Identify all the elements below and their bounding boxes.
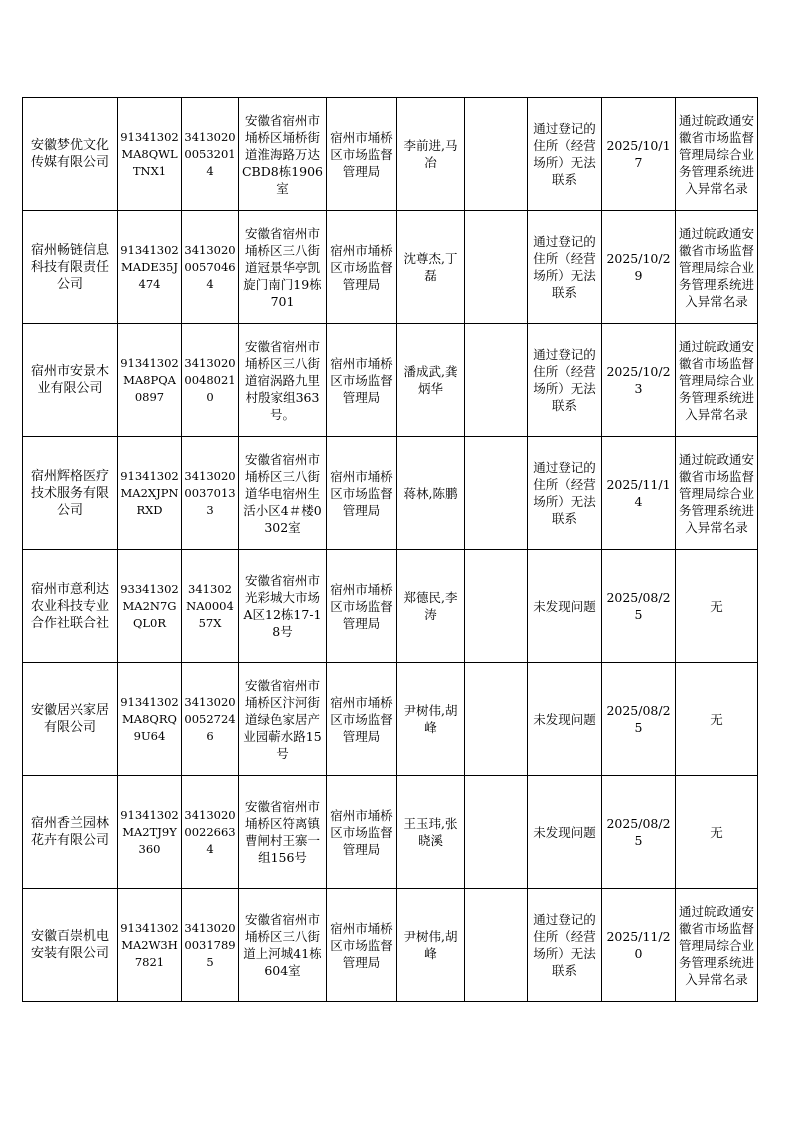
- table-row: [23, 211, 758, 324]
- persons-cell: 李前进,马冶: [397, 98, 465, 211]
- table-row: [23, 663, 758, 776]
- inspection-result-cell: 未发现问题: [528, 663, 602, 776]
- registration-number-cell: 341302NA000457X: [182, 550, 239, 663]
- address-cell: 安徽省宿州市埇桥区三八街道冠景华亭凯旋门南门19栋701: [239, 211, 327, 324]
- blank-cell: [465, 98, 528, 211]
- table-row: [23, 550, 758, 663]
- measure-cell: 无: [676, 776, 758, 889]
- inspection-result-cell: 未发现问题: [528, 550, 602, 663]
- company-name-cell: 宿州市安景木业有限公司: [23, 324, 118, 437]
- address-cell: 安徽省宿州市光彩城大市场A区12栋17-18号: [239, 550, 327, 663]
- persons-cell: 郑德民,李涛: [397, 550, 465, 663]
- authority-cell: 宿州市埇桥区市场监督管理局: [327, 663, 397, 776]
- blank-cell: [465, 663, 528, 776]
- address-cell: 安徽省宿州市埇桥区符离镇曹闸村王寨一组156号: [239, 776, 327, 889]
- registration-number-cell: 341302000532014: [182, 98, 239, 211]
- authority-cell: 宿州市埇桥区市场监督管理局: [327, 550, 397, 663]
- table-row: [23, 776, 758, 889]
- authority-cell: 宿州市埇桥区市场监督管理局: [327, 211, 397, 324]
- credit-code-cell: 91341302MA8QWLTNX1: [118, 98, 182, 211]
- table-row: [23, 889, 758, 1002]
- address-cell: 安徽省宿州市埇桥区汴河街道绿色家居产业园蕲水路15号: [239, 663, 327, 776]
- company-name-cell: 宿州畅链信息科技有限责任公司: [23, 211, 118, 324]
- measure-cell: 通过皖政通安徽省市场监督管理局综合业务管理系统进入异常名录: [676, 889, 758, 1002]
- persons-cell: 尹树伟,胡峰: [397, 663, 465, 776]
- persons-cell: 蒋林,陈鹏: [397, 437, 465, 550]
- table-row: [23, 324, 758, 437]
- inspection-result-cell: 通过登记的住所（经营场所）无法联系: [528, 889, 602, 1002]
- date-cell: 2025/10/23: [602, 324, 676, 437]
- authority-cell: 宿州市埇桥区市场监督管理局: [327, 776, 397, 889]
- blank-cell: [465, 437, 528, 550]
- authority-cell: 宿州市埇桥区市场监督管理局: [327, 324, 397, 437]
- address-cell: 安徽省宿州市埇桥区三八街道上河城41栋604室: [239, 889, 327, 1002]
- address-cell: 安徽省宿州市埇桥区三八街道宿涡路九里村殷家组363号。: [239, 324, 327, 437]
- authority-cell: 宿州市埇桥区市场监督管理局: [327, 98, 397, 211]
- measure-cell: 无: [676, 550, 758, 663]
- persons-cell: 沈尊杰,丁磊: [397, 211, 465, 324]
- inspection-result-cell: 通过登记的住所（经营场所）无法联系: [528, 324, 602, 437]
- blank-cell: [465, 550, 528, 663]
- company-name-cell: 宿州市意利达农业科技专业合作社联合社: [23, 550, 118, 663]
- credit-code-cell: 91341302MA8PQA0897: [118, 324, 182, 437]
- company-name-cell: 宿州香兰园林花卉有限公司: [23, 776, 118, 889]
- measure-cell: 无: [676, 663, 758, 776]
- date-cell: 2025/08/25: [602, 663, 676, 776]
- persons-cell: 潘成武,龚炳华: [397, 324, 465, 437]
- measure-cell: 通过皖政通安徽省市场监督管理局综合业务管理系统进入异常名录: [676, 98, 758, 211]
- inspection-result-cell: 通过登记的住所（经营场所）无法联系: [528, 98, 602, 211]
- table-body: [23, 98, 758, 1002]
- registration-number-cell: 341302000370133: [182, 437, 239, 550]
- registration-number-cell: 341302000226634: [182, 776, 239, 889]
- credit-code-cell: 91341302MADE35J474: [118, 211, 182, 324]
- table-row: [23, 98, 758, 211]
- registration-number-cell: 341302000317895: [182, 889, 239, 1002]
- address-cell: 安徽省宿州市埇桥区三八街道华电宿州生活小区4＃楼0302室: [239, 437, 327, 550]
- credit-code-cell: 91341302MA2TJ9Y360: [118, 776, 182, 889]
- credit-code-cell: 91341302MA2XJPNRXD: [118, 437, 182, 550]
- date-cell: 2025/10/29: [602, 211, 676, 324]
- blank-cell: [465, 889, 528, 1002]
- date-cell: 2025/08/25: [602, 776, 676, 889]
- registration-number-cell: 341302000480210: [182, 324, 239, 437]
- inspection-result-cell: 通过登记的住所（经营场所）无法联系: [528, 437, 602, 550]
- measure-cell: 通过皖政通安徽省市场监督管理局综合业务管理系统进入异常名录: [676, 324, 758, 437]
- blank-cell: [465, 211, 528, 324]
- registration-number-cell: 341302000570464: [182, 211, 239, 324]
- company-name-cell: 安徽居兴家居有限公司: [23, 663, 118, 776]
- blank-cell: [465, 776, 528, 889]
- blank-cell: [465, 324, 528, 437]
- date-cell: 2025/11/20: [602, 889, 676, 1002]
- inspection-result-table: [22, 97, 758, 1002]
- credit-code-cell: 91341302MA8QRQ9U64: [118, 663, 182, 776]
- credit-code-cell: 93341302MA2N7GQL0R: [118, 550, 182, 663]
- measure-cell: 通过皖政通安徽省市场监督管理局综合业务管理系统进入异常名录: [676, 437, 758, 550]
- date-cell: 2025/10/17: [602, 98, 676, 211]
- table-row: [23, 437, 758, 550]
- company-name-cell: 安徽梦优文化传媒有限公司: [23, 98, 118, 211]
- measure-cell: 通过皖政通安徽省市场监督管理局综合业务管理系统进入异常名录: [676, 211, 758, 324]
- company-name-cell: 安徽百崇机电安装有限公司: [23, 889, 118, 1002]
- persons-cell: 尹树伟,胡峰: [397, 889, 465, 1002]
- date-cell: 2025/08/25: [602, 550, 676, 663]
- authority-cell: 宿州市埇桥区市场监督管理局: [327, 889, 397, 1002]
- inspection-result-cell: 未发现问题: [528, 776, 602, 889]
- registration-number-cell: 341302000527246: [182, 663, 239, 776]
- company-name-cell: 宿州辉格医疗技术服务有限公司: [23, 437, 118, 550]
- address-cell: 安徽省宿州市埇桥区埇桥街道淮海路万达CBD8栋1906室: [239, 98, 327, 211]
- credit-code-cell: 91341302MA2W3H7821: [118, 889, 182, 1002]
- date-cell: 2025/11/14: [602, 437, 676, 550]
- persons-cell: 王玉玮,张晓溪: [397, 776, 465, 889]
- inspection-result-cell: 通过登记的住所（经营场所）无法联系: [528, 211, 602, 324]
- authority-cell: 宿州市埇桥区市场监督管理局: [327, 437, 397, 550]
